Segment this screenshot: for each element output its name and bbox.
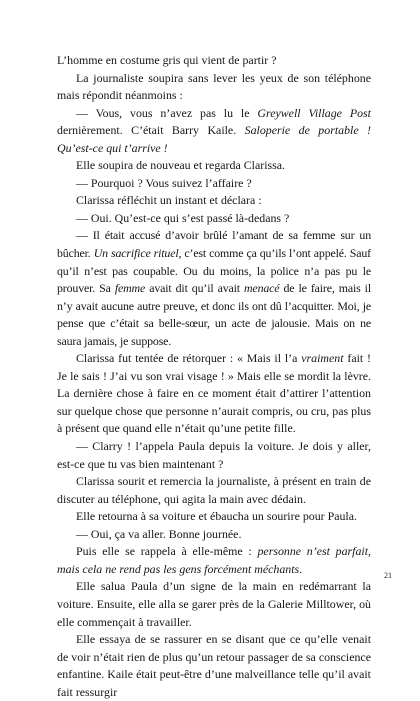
italic-text: Greywell Village Post (257, 105, 371, 120)
text-run: — Il était accusé d’avoir brûlé l’amant de sa femme sur un bûcher. (57, 228, 371, 261)
text-run: — Oui, ça va aller. Bonne journée. (76, 526, 242, 541)
paragraph (57, 227, 371, 350)
paragraph (57, 210, 371, 228)
italic-text: Saloperie de portable ! Qu’est-ce qui t’arrive ! (57, 123, 371, 155)
italic-text: vraiment (301, 351, 344, 366)
paragraph (57, 350, 371, 438)
text-run: Elle essaya de se rassurer en se disant que ce qu’elle venait de voir n’était rien de plus qu’un retour passager de sa conscience enfantine. Kaile était peut-être d’une malveillance telle qu’il avait fait ressurgir (57, 632, 371, 699)
text-run: — Clarry ! l’appela Paula depuis la voiture. Je dois y aller, est-ce que tu vas bien maintenant ? (57, 439, 371, 471)
text-run: L’homme en costume gris qui vient de partir ? (57, 53, 277, 67)
text-run: — Pourquoi ? Vous suivez l’affaire ? (76, 175, 252, 190)
text-run: Clarissa fut tentée de rétorquer : « Mais il l’a (76, 351, 302, 366)
paragraph (57, 438, 371, 473)
text-run: — Vous, vous n’avez pas lu le (76, 105, 258, 120)
paragraph (57, 192, 371, 210)
text-run: dernièrement. C’était Barry Kaile. (57, 123, 245, 138)
text-run: Elle salua Paula d’un signe de la main en redémarrant la voiture. Ensuite, elle alla se garer près de la Galerie Milltower, où elle commençait à travailler. (57, 579, 371, 629)
italic-text: Un sacrifice rituel (93, 246, 179, 261)
paragraph (57, 70, 371, 105)
paragraph (57, 578, 371, 631)
paragraph (57, 105, 371, 158)
italic-text: personne n’est parfait, mais cela ne rend pas les gens forcément méchants (57, 544, 371, 576)
paragraph (57, 543, 371, 578)
text-run: — Oui. Qu’est-ce qui s’est passé là-dedans ? (76, 210, 290, 225)
paragraph (57, 508, 371, 526)
text-run: Clarissa sourit et remercia la journaliste, à présent en train de discuter au téléphone, qui agita la main avec dédain. (57, 474, 371, 506)
paragraph (57, 157, 371, 175)
paragraph (57, 526, 371, 544)
text-run: , c’est comme ça qu’ils l’ont appelé. Sauf qu’il n’est pas coupable. Ou du moins, la police n’a pas pu le prouver. Sa (57, 246, 371, 296)
italic-text: femme (114, 281, 146, 296)
text-run: . (299, 561, 303, 576)
text-run: Clarissa réfléchit un instant et déclara : (76, 193, 262, 208)
text-run: avait dit qu’il avait (145, 281, 244, 296)
paragraph (57, 52, 371, 70)
text-run: fait ! Je le sais ! J’ai vu son vrai visage ! » Mais elle se mordit la lèvre. La dernière chose à faire en ce moment était d’attirer l’attention sur quelque chose que personne n’aurait compris, ou cru, pas plus à présent que quand elle n’était qu’une petite fille. (57, 351, 372, 436)
text-run: Elle soupira de nouveau et regarda Clarissa. (76, 158, 285, 173)
paragraph (57, 473, 371, 508)
body-text (57, 52, 371, 701)
text-run: La journaliste soupira sans lever les yeux de son téléphone mais répondit néanmoins : (57, 70, 371, 103)
text-run: Puis elle se rappela à elle-même : (76, 544, 258, 559)
italic-text: menacé (244, 281, 280, 296)
page-number: 21 (384, 571, 392, 580)
paragraph (57, 175, 371, 193)
text-run: Elle retourna à sa voiture et ébaucha un sourire pour Paula. (76, 509, 357, 524)
paragraph (57, 631, 371, 701)
text-run: de le faire, mais il n’y avait aucune autre preuve, et donc ils ont dû l’acquitter. Moi, je pense que c’était sa belle-sœur, un acte de jalousie. Mais on ne saura jamais, je suppose. (57, 281, 371, 348)
